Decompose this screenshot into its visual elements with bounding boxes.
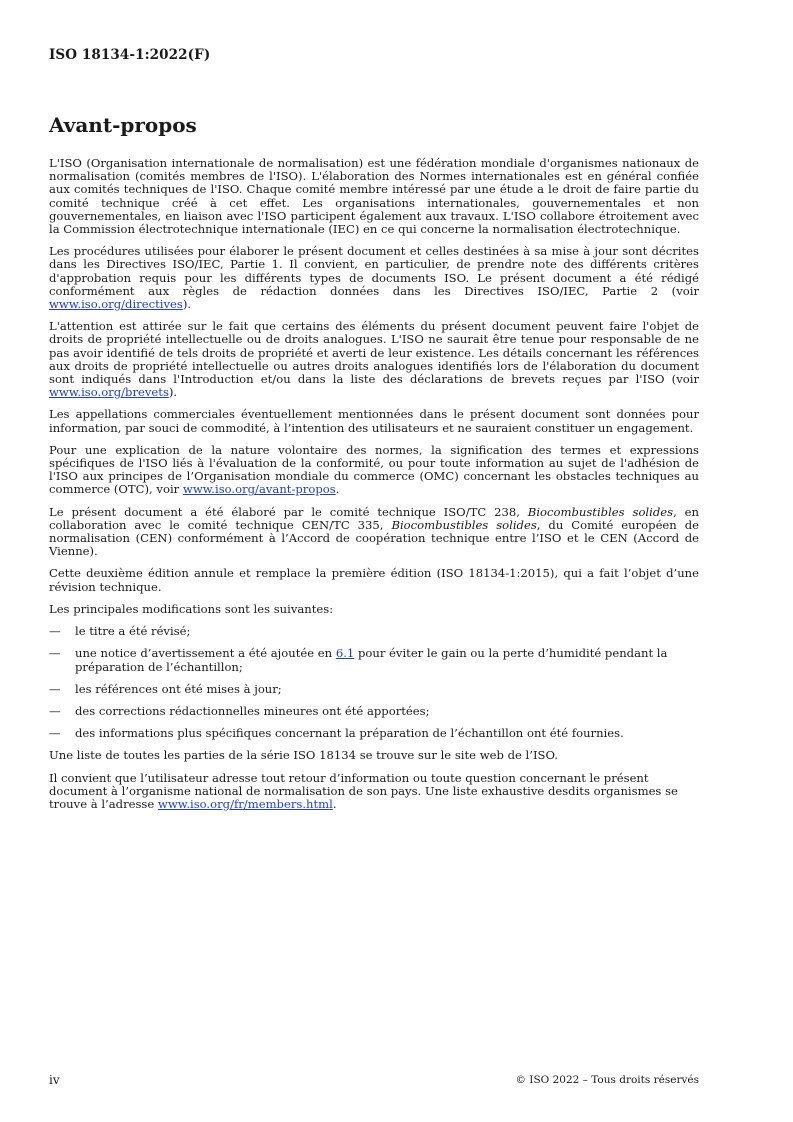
- paragraph-patents: L'attention est attirée sur le fait que certains des éléments du présent document peuvent faire l'objet de droits de propriété intellectuelle ou de droits analogues. L'ISO ne saurait être tenue pour responsable de ne pas avoir identifié de tels droits de propriété et averti de leur existence. Les détails concernant les références aux droits de propriété intellectuelle ou autres droits analogues identifiés lors de l'élaboration du document sont indiqués dans l'Introduction et/ou dans la liste des déclarations de brevets reçues par l'ISO (voir www.iso.org/brevets).: [49, 319, 699, 400]
- list-item: — une notice d’avertissement a été ajoutée en 6.1 pour éviter le gain ou la perte d’humidité pendant la préparation de l’échantillon;: [49, 646, 668, 674]
- list-item: — des informations plus spécifiques concernant la préparation de l’échantillon ont été fournies.: [49, 726, 624, 741]
- page-number: iv: [49, 1073, 60, 1087]
- section-title: Avant-propos: [49, 113, 197, 137]
- dash-bullet: —: [49, 726, 61, 741]
- dash-bullet: —: [49, 624, 61, 639]
- paragraph-committee: Le présent document a été élaboré par le comité technique ISO/TC 238, Biocombustibles solides, en collaboration avec le comité technique CEN/TC 335, Biocombustibles solides, du Comité européen de normalisation (CEN) conformément à l’Accord de coopération technique entre l’ISO et le CEN (Accord de Vienne).: [49, 504, 699, 559]
- paragraph-feedback: Il convient que l’utilisateur adresse tout retour d’information ou toute question concernant le présent document à l’organisme national de normalisation de son pays. Une liste exhaustive desdits organismes se trouve à l’adresse www.iso.org/fr/members.html.: [49, 770, 678, 811]
- copyright-notice: © ISO 2022 – Tous droits réservés: [515, 1074, 699, 1086]
- link-clause-6-1[interactable]: 6.1: [335, 646, 355, 661]
- document-id: ISO 18134-1:2022(F): [49, 47, 211, 63]
- link-directives[interactable]: www.iso.org/directives: [49, 297, 183, 312]
- dash-bullet: —: [49, 703, 61, 718]
- paragraph-trade-names: Les appellations commerciales éventuellement mentionnées dans le présent document sont données pour information, par souci de commodité, à l’intention des utilisateurs et ne sauraient constituer un engagement.: [49, 407, 699, 435]
- foreword-body: [49, 157, 699, 820]
- modifications-list: [49, 625, 699, 740]
- link-members[interactable]: www.iso.org/fr/members.html: [157, 796, 333, 811]
- paragraph-voluntary-nature: Pour une explication de la nature volontaire des normes, la signification des termes et expressions spécifiques de l'ISO liés à l'évaluation de la conformité, ou pour toute information au sujet de l'adhésion de l'ISO aux principes de l’Organisation mondiale du commerce (OMC) concernant les obstacles techniques au commerce (OTC), voir www.iso.org/avant-propos.: [49, 442, 699, 497]
- list-item: — des corrections rédactionnelles mineures ont été apportées;: [49, 703, 430, 718]
- link-avant-propos[interactable]: www.iso.org/avant-propos: [182, 482, 336, 497]
- list-item: — le titre a été révisé;: [49, 624, 191, 639]
- paragraph-series-parts: Une liste de toutes les parties de la série ISO 18134 se trouve sur le site web de l’ISO.: [49, 748, 558, 763]
- paragraph-iso-intro: L'ISO (Organisation internationale de normalisation) est une fédération mondiale d'organismes nationaux de normalisation (comités membres de l'ISO). L'élaboration des Normes internationales est en général confiée aux comités techniques de l'ISO. Chaque comité membre intéressé par une étude a le droit de faire partie du comité technique créé à cet effet. Les organisations internationales, gouvernementales et non gouvernementales, en liaison avec l'ISO participent également aux travaux. L'ISO collabore étroitement avec la Commission électrotechnique internationale (IEC) en ce qui concerne la normalisation électrotechnique.: [49, 156, 699, 237]
- dash-bullet: —: [49, 646, 61, 661]
- link-brevets[interactable]: www.iso.org/brevets: [49, 385, 169, 400]
- paragraph-edition: Cette deuxième édition annule et remplace la première édition (ISO 18134-1:2015), qui a fait l’objet d’une révision technique.: [49, 566, 699, 594]
- list-item: — les références ont été mises à jour;: [49, 681, 282, 696]
- dash-bullet: —: [49, 681, 61, 696]
- paragraph-modifications-intro: Les principales modifications sont les suivantes:: [49, 601, 334, 616]
- paragraph-procedures: Les procédures utilisées pour élaborer le présent document et celles destinées à sa mise à jour sont décrites dans les Directives ISO/IEC, Partie 1. Il convient, en particulier, de prendre note des différents critères d'approbation requis pour les différents types de documents ISO. Le présent document a été rédigé conformément aux règles de rédaction données dans les Directives ISO/IEC, Partie 2 (voir www.iso.org/directives).: [49, 244, 699, 312]
